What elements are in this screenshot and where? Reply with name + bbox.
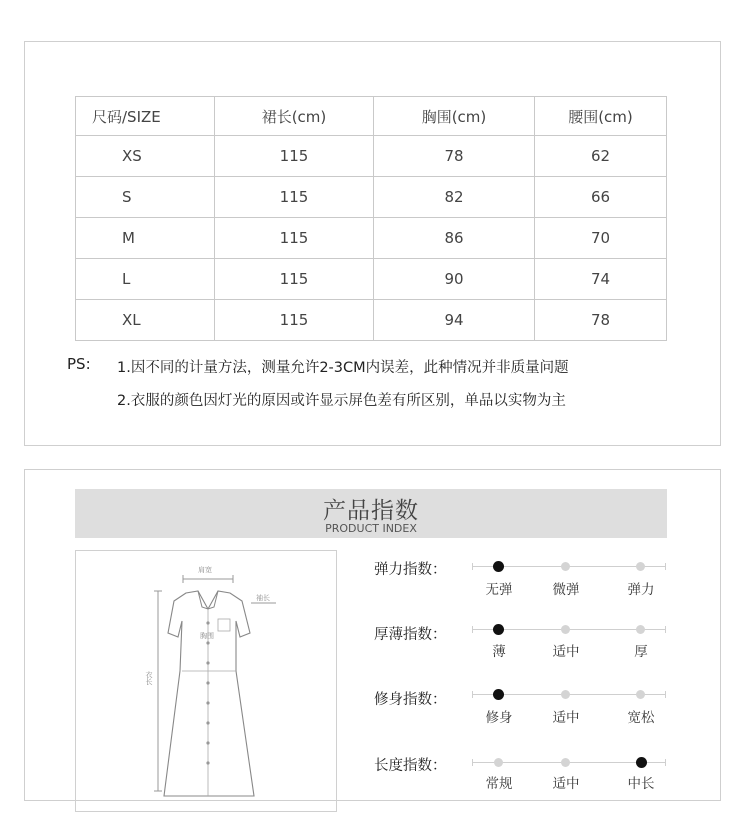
- length-option: 适中: [552, 776, 580, 792]
- table-cell: 115: [215, 259, 374, 300]
- dress-diagram: [75, 550, 337, 812]
- length-dot-regular: [494, 758, 503, 767]
- fit-option: 适中: [552, 710, 580, 726]
- table-cell: 115: [215, 136, 374, 177]
- elasticity-dot-stretch: [636, 562, 645, 571]
- thickness-dot-thick: [636, 625, 645, 634]
- column-header: 裙长(cm): [215, 97, 374, 136]
- table-cell: 78: [535, 300, 667, 341]
- length-dot-midi: [636, 757, 647, 768]
- diagram-label-shoulder: 肩宽: [198, 566, 212, 574]
- diagram-label-sleeve: 袖长: [256, 594, 270, 602]
- size-chart-panel: [24, 41, 721, 446]
- elasticity-dot-none: [493, 561, 504, 572]
- fit-dot-medium: [561, 690, 570, 699]
- scale-tick: [472, 563, 473, 570]
- thickness-dot-medium: [561, 625, 570, 634]
- column-header: 尺码/SIZE: [76, 97, 215, 136]
- elasticity-option: 无弹: [485, 582, 513, 598]
- product-index-banner: [75, 489, 667, 538]
- table-header-row: [76, 97, 667, 136]
- table-cell: 90: [374, 259, 535, 300]
- table-cell: 115: [215, 177, 374, 218]
- length-option: 中长: [627, 776, 655, 792]
- table-cell: 82: [374, 177, 535, 218]
- table-cell: 70: [535, 218, 667, 259]
- fit-dot-slim: [493, 689, 504, 700]
- table-cell: XS: [76, 136, 215, 177]
- diagram-label-chest: 胸围: [200, 632, 214, 640]
- scale-tick: [665, 626, 666, 633]
- scale-tick: [665, 759, 666, 766]
- table-cell: 115: [215, 218, 374, 259]
- table-cell: S: [76, 177, 215, 218]
- elasticity-option: 弹力: [627, 582, 655, 598]
- table-cell: M: [76, 218, 215, 259]
- table-cell: 66: [535, 177, 667, 218]
- table-row: [76, 300, 667, 341]
- fit-option: 修身: [485, 710, 513, 726]
- scale-tick: [665, 691, 666, 698]
- product-index-title: 产品指数: [323, 498, 419, 524]
- scale-tick: [472, 626, 473, 633]
- note-line-1: 1.因不同的计量方法，测量允许2-3CM内误差，此种情况并非质量问题: [117, 360, 569, 376]
- scale-tick: [665, 563, 666, 570]
- table-cell: 94: [374, 300, 535, 341]
- length-dot-medium: [561, 758, 570, 767]
- table-cell: 74: [535, 259, 667, 300]
- column-header: 腰围(cm): [535, 97, 667, 136]
- fit-index-label: 修身指数：: [374, 692, 447, 708]
- thickness-option: 厚: [634, 644, 648, 660]
- fit-option: 宽松: [627, 710, 655, 726]
- product-index-panel: [24, 469, 721, 801]
- note-line-2: 2.衣服的颜色因灯光的原因或许显示屏色差有所区别，单品以实物为主: [117, 393, 566, 409]
- length-index-label: 长度指数：: [374, 758, 447, 774]
- length-option: 常规: [485, 776, 513, 792]
- table-cell: 115: [215, 300, 374, 341]
- table-cell: XL: [76, 300, 215, 341]
- elasticity-dot-slight: [561, 562, 570, 571]
- elasticity-option: 微弹: [552, 582, 580, 598]
- table-cell: 62: [535, 136, 667, 177]
- table-row: [76, 136, 667, 177]
- size-table: [75, 96, 667, 341]
- table-row: [76, 177, 667, 218]
- thickness-dot-thin: [493, 624, 504, 635]
- thickness-option: 薄: [492, 644, 506, 660]
- product-index-subtitle: PRODUCT INDEX: [325, 522, 417, 535]
- scale-tick: [472, 759, 473, 766]
- table-row: [76, 218, 667, 259]
- dress-sketch: [76, 551, 336, 811]
- diagram-label-length: 衣长: [145, 671, 153, 685]
- fit-dot-loose: [636, 690, 645, 699]
- column-header: 胸围(cm): [374, 97, 535, 136]
- table-cell: 86: [374, 218, 535, 259]
- elasticity-index-label: 弹力指数：: [374, 562, 447, 578]
- thickness-index-label: 厚薄指数：: [374, 627, 447, 643]
- thickness-option: 适中: [552, 644, 580, 660]
- ps-label: PS:: [67, 355, 91, 373]
- table-row: [76, 259, 667, 300]
- table-cell: L: [76, 259, 215, 300]
- table-cell: 78: [374, 136, 535, 177]
- scale-tick: [472, 691, 473, 698]
